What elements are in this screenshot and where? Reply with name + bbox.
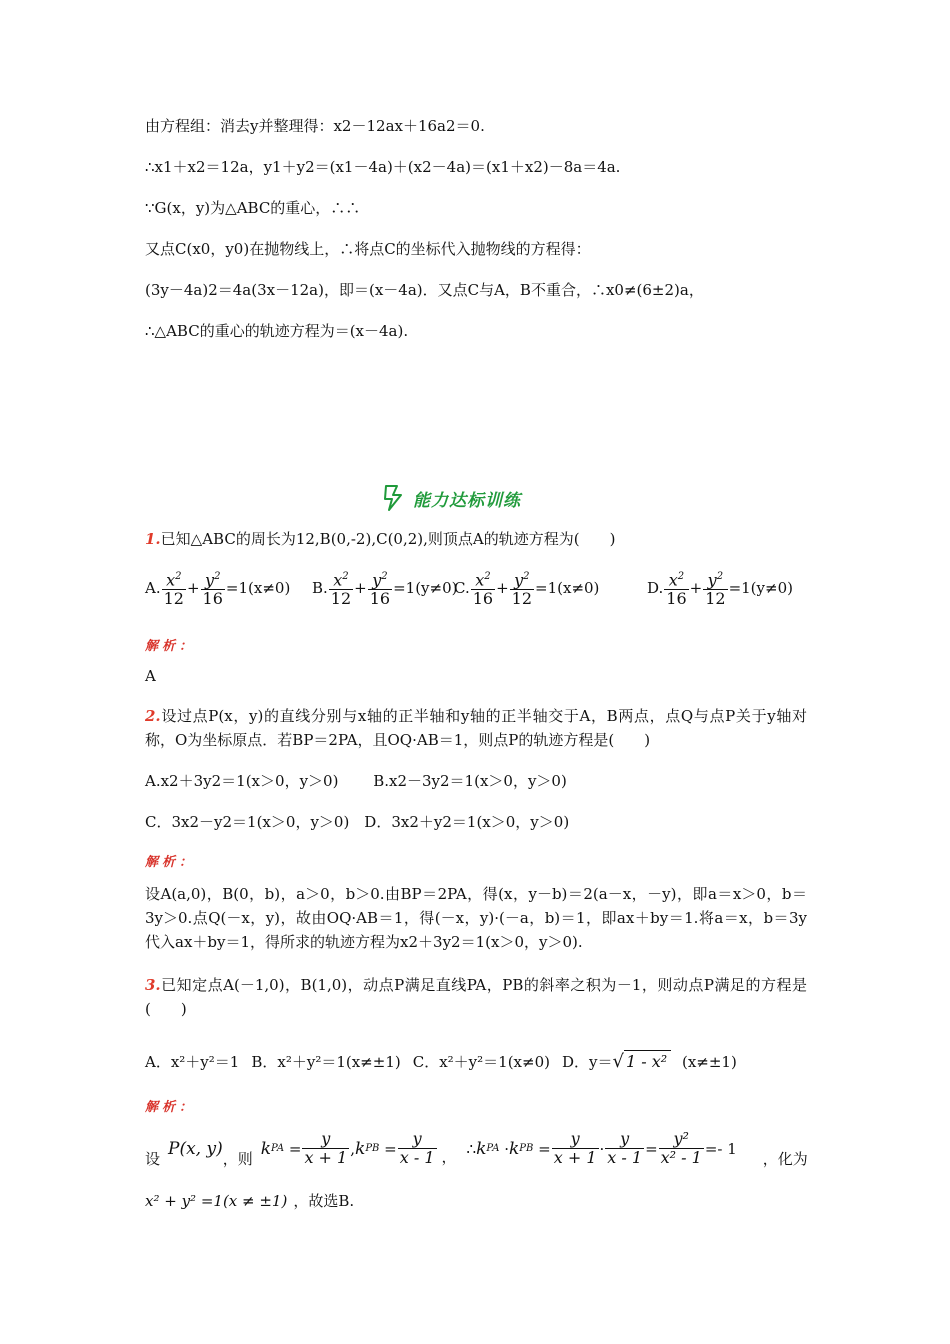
solution-word: 设 (145, 1150, 161, 1168)
analysis-label: 解析： (145, 855, 197, 870)
option-condition: =1(x≠0) (225, 579, 291, 598)
fraction: $\frac{x^2}{12}$ (330, 570, 352, 609)
fraction: $\frac{y^2}{12}$ (511, 570, 533, 609)
radicand: 1 - x² (624, 1050, 671, 1073)
option-c: C. $\frac{x^2}{16}$ + $\frac{y^2}{12}$ =1(x≠0) (454, 568, 599, 608)
text-line: 又点C(x0，y0)在抛物线上，∴将点C的坐标代入抛物线的方程得： (145, 240, 591, 258)
text-line: ∴x1＋x2＝12a，y1＋y2＝(x1－4a)＋(x2－4a)＝(x1＋x2)－8a＝4a. (145, 158, 621, 176)
option-a: A. $\frac{x^2}{12}$ + $\frac{y^2}{16}$ =1(x≠0) (145, 568, 290, 608)
option-condition: =1(x≠0) (535, 579, 600, 598)
question-text: 已知△ABC的周长为12,B(0,-2),C(0,2),则顶点A的轨迹方程为( ) (160, 530, 616, 548)
fraction: $\frac{y^2}{12}$ (705, 570, 726, 609)
option-label: C. (454, 579, 470, 598)
question-2 (145, 704, 807, 752)
options-cd: C．3x2－y2＝1(x＞0，y＞0) D．3x2＋y2＝1(x＞0，y＞0) (145, 813, 570, 831)
point-p: P(x, y) (168, 1139, 223, 1159)
option-d: D．y＝√ 1 - x² (x≠±1) (561, 1051, 737, 1072)
section-banner (383, 484, 521, 512)
section-title: 能力达标训练 (413, 490, 521, 511)
options-ab: A.x2＋3y2＝1(x＞0，y＞0) B.x2－3y2＝1(x＞0，y＞0) (145, 772, 567, 790)
fraction: $\frac{x^2}{12}$ (163, 570, 184, 609)
fraction: $\frac{y^2}{16}$ (369, 570, 391, 609)
solution-line: 设 P(x, y) ，则 k PA = $\frac{y}{x + 1}$ , k PB = $\frac{y}{x - 1}$ ， ∴ k PA · k PB = $\frac{y}{x + 1}$ · $\frac{y}{x - 1}$ = $\frac{\text{y²}}{\text{x² - 1}}$ =- 1 ，化为 (145, 1129, 808, 1168)
text-line: (3y－4a)2＝4a(3x－12a)，即＝(x－4a)．又点C与A，B不重合，∴x0≠(6±2)a， (145, 281, 704, 299)
slope-formulas: k PA = $\frac{y}{x + 1}$ , k PB = $\frac{y}{x - 1}$ (260, 1129, 435, 1167)
text-line: 由方程组：消去y并整理得：x2－12ax＋16a2＝0. (145, 117, 485, 135)
q3-options (145, 1050, 737, 1073)
solution-word: ，则 (222, 1150, 253, 1168)
text-line: ∵G(x，y)为△ABC的重心，∴∴ (145, 199, 361, 217)
lightning-icon (383, 484, 409, 512)
option-b: B．x²＋y²＝1(x≠±1) (251, 1052, 401, 1071)
fraction: $\frac{x^2}{16}$ (472, 570, 494, 609)
analysis-label: 解析： (145, 1100, 197, 1115)
option-d: D. $\frac{x^2}{16}$ + $\frac{y^2}{12}$ =1(y≠0) (647, 568, 793, 608)
option-label: A. (145, 579, 161, 598)
answer: A (145, 667, 156, 685)
option-c: C．x²＋y²＝1(x≠0) (412, 1052, 550, 1071)
slope-product: ∴ k PA · k PB = $\frac{y}{x + 1}$ · $\frac{y}{x - 1}$ = $\frac{\text{y²}}{\text{x² - 1}}$ =- 1 (466, 1129, 737, 1167)
fraction: $\frac{x^2}{16}$ (666, 570, 687, 609)
option-b: B. $\frac{x^2}{12}$ + $\frac{y^2}{16}$ =1(y≠0) (312, 568, 458, 608)
question-text: 设过点P(x，y)的直线分别与x轴的正半轴和y轴的正半轴交于A，B两点，点Q与点P关于y轴对称，O为坐标原点．若BP＝2PA，且OQ·AB＝1，则点P的轨迹方程是( ) (145, 707, 807, 749)
solution-word: ，化为 (762, 1150, 808, 1168)
solution-text: 设A(a,0)，B(0，b)，a＞0，b＞0.由BP＝2PA，得(x，y－b)＝2(a－x，－y)，即a＝x＞0，b＝3y＞0.点Q(－x，y)，故由OQ·AB＝1，得(－x，y)·(－a，b)＝1，即ax＋by＝1.将a＝x，b＝3y代入ax＋by＝1，得所求的轨迹方程为x2＋3y2＝1(x＞0，y＞0). (145, 885, 807, 951)
question-number: 2. (145, 707, 161, 725)
question-text: 已知定点A(－1,0)，B(1,0)，动点P满足直线PA，PB的斜率之积为－1，则动点P满足的方程是( ) (145, 976, 807, 1018)
question-number: 3. (145, 976, 161, 994)
option-condition: =1(y≠0) (393, 579, 458, 598)
text-line: ∴△ABC的重心的轨迹方程为＝(x－4a). (145, 322, 409, 340)
question-3 (145, 973, 807, 1021)
fraction: $\frac{y^2}{16}$ (202, 570, 223, 609)
analysis-label: 解析： (145, 639, 197, 654)
solution-result: x² + y² =1(x ≠ ±1) ，故选B. (145, 1192, 355, 1210)
question-1 (145, 528, 615, 550)
option-condition: =1(y≠0) (728, 579, 793, 598)
option-label: B. (312, 579, 328, 598)
option-a: A．x²＋y²＝1 (145, 1052, 240, 1071)
option-label: D. (647, 579, 664, 598)
question-number: 1. (145, 530, 161, 548)
